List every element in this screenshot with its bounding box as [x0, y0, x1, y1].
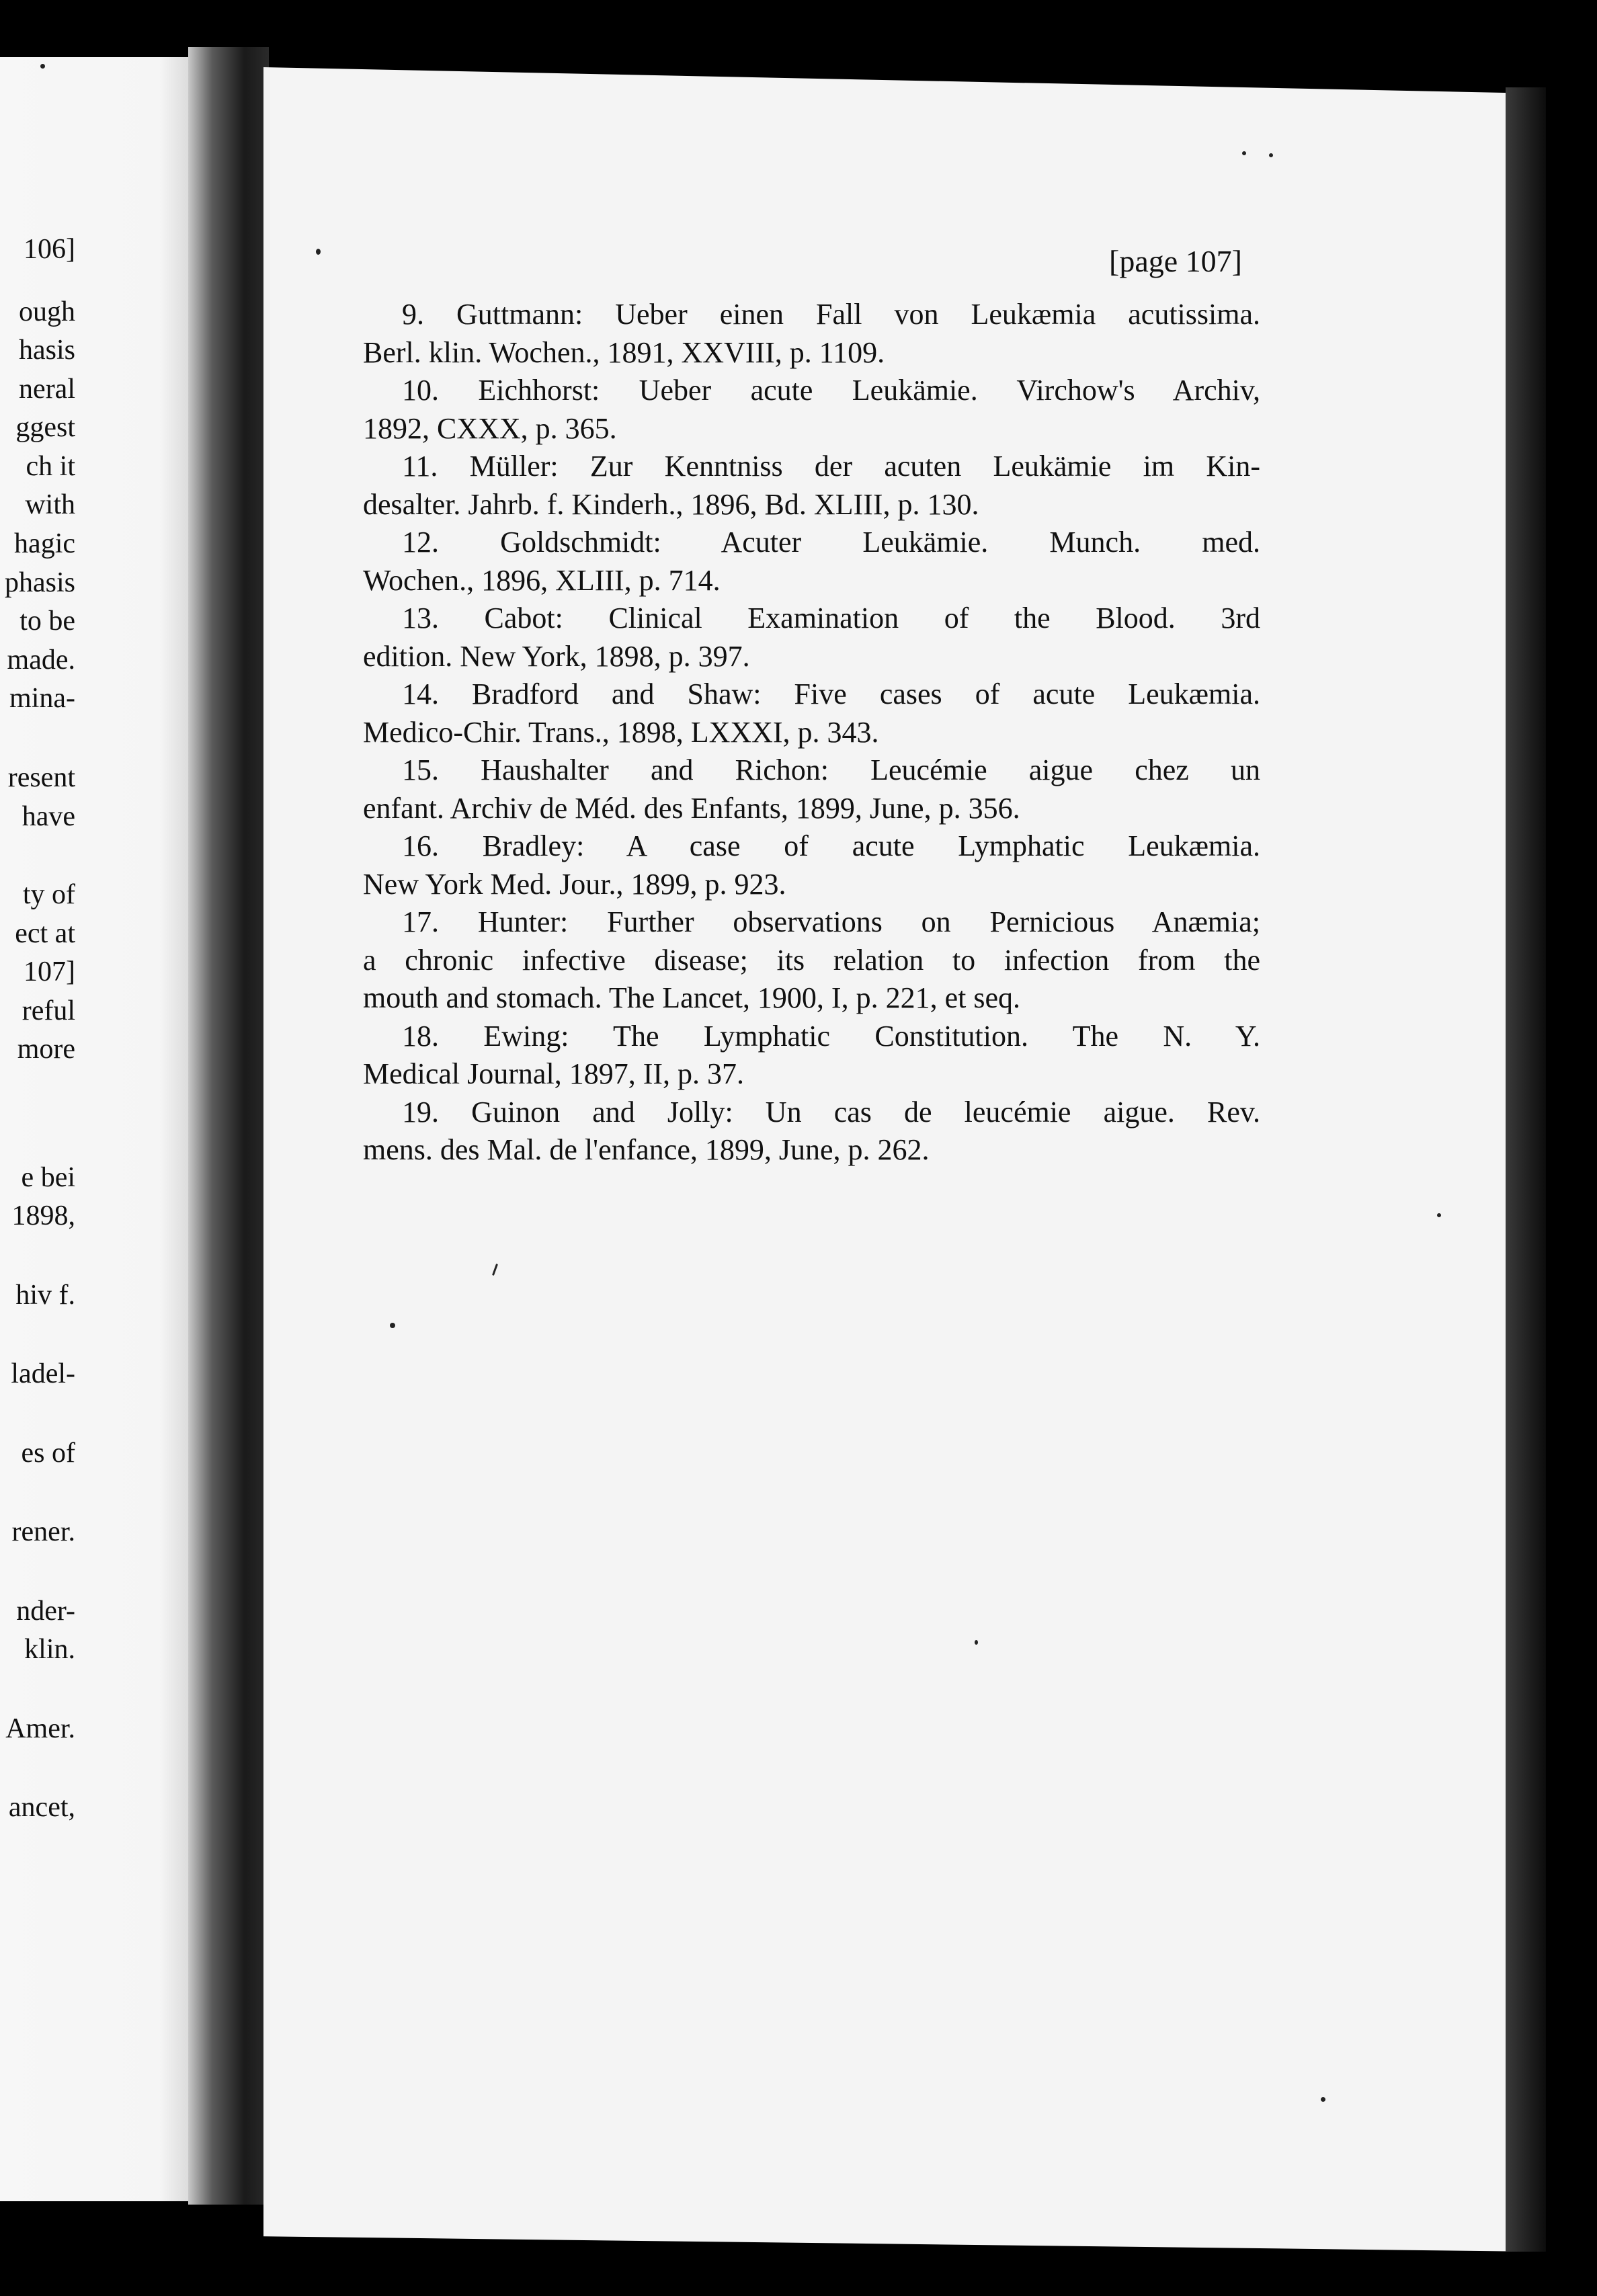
left-fragment: hagic	[14, 528, 75, 559]
left-fragment: mina-	[9, 683, 75, 714]
reference-line: 1892, CXXX, p. 365.	[363, 411, 617, 445]
book-gutter	[188, 47, 269, 2205]
left-fragment: ough	[19, 296, 75, 327]
reference-line: 14. Bradford and Shaw: Five cases of acute Leukæmia.	[402, 678, 1260, 710]
scan-speck	[316, 249, 321, 255]
scan-speck	[390, 1323, 395, 1328]
left-fragment: resent	[7, 762, 75, 793]
reference-line: a chronic infective disease; its relation to infection from the	[363, 943, 1260, 977]
left-fragment: hasis	[19, 335, 75, 366]
left-fragment: klin.	[24, 1634, 75, 1665]
reference-item	[363, 827, 1260, 903]
reference-line: mouth and stomach. The Lancet, 1900, I, p. 221, et seq.	[363, 981, 1020, 1014]
left-fragment: ggest	[15, 412, 75, 443]
reference-list	[363, 296, 1260, 1170]
left-fragment: hiv f.	[15, 1280, 75, 1311]
reference-line: edition. New York, 1898, p. 397.	[363, 639, 750, 673]
reference-line: 15. Haushalter and Richon: Leucémie aigue chez un	[402, 753, 1260, 786]
reference-line: Berl. klin. Wochen., 1891, XXVIII, p. 1109.	[363, 335, 885, 369]
left-fragment: ch it	[26, 451, 75, 482]
reference-line: desalter. Jahrb. f. Kinderh., 1896, Bd. XLIII, p. 130.	[363, 487, 979, 521]
left-fragment: more	[17, 1034, 75, 1065]
reference-line: 11. Müller: Zur Kenntniss der acuten Leukämie im Kin-	[402, 450, 1260, 483]
reference-item	[363, 751, 1260, 827]
left-fragment: ancet,	[8, 1792, 75, 1823]
scan-speck	[1242, 151, 1246, 155]
left-fragment: phasis	[5, 567, 75, 598]
reference-line: New York Med. Jour., 1899, p. 923.	[363, 867, 786, 901]
left-fragment: reful	[22, 995, 75, 1026]
left-fragment: ladel-	[11, 1358, 75, 1389]
left-page-number: 106]	[24, 234, 75, 265]
scan-speck	[1437, 1213, 1441, 1217]
left-facing-page	[0, 57, 188, 2201]
reference-line: 12. Goldschmidt: Acuter Leukämie. Munch. med.	[402, 526, 1260, 559]
left-fragment: have	[22, 801, 75, 832]
reference-line: mens. des Mal. de l'enfance, 1899, June, p. 262.	[363, 1133, 930, 1166]
left-fragment: neral	[19, 374, 75, 405]
reference-line: 17. Hunter: Further observations on Pernicious Anæmia;	[402, 905, 1260, 938]
reference-line: 13. Cabot: Clinical Examination of the Blood. 3rd	[402, 602, 1260, 634]
left-fragment: es of	[21, 1438, 75, 1469]
left-fragment: with	[25, 489, 75, 520]
reference-item	[363, 372, 1260, 448]
reference-line: 18. Ewing: The Lymphatic Constitution. The N. Y.	[402, 1019, 1260, 1053]
reference-line: 9. Guttmann: Ueber einen Fall von Leukæmia acutissima.	[402, 298, 1260, 331]
page-number-header: [page 107]	[1109, 244, 1242, 278]
reference-item	[363, 903, 1260, 1018]
reference-line: 16. Bradley: A case of acute Lymphatic Leukæmia.	[402, 829, 1260, 862]
left-fragment: Amer.	[5, 1713, 75, 1744]
left-fragment: made.	[7, 645, 75, 675]
reference-item	[363, 600, 1260, 675]
left-fragment: ty of	[22, 879, 75, 910]
left-fragment: 107]	[24, 956, 75, 987]
reference-item	[363, 296, 1260, 372]
scan-speck	[40, 64, 45, 69]
reference-item	[363, 1094, 1260, 1170]
left-fragment: to be	[19, 606, 75, 637]
reference-line: Wochen., 1896, XLIII, p. 714.	[363, 563, 721, 597]
scan-speck	[975, 1640, 978, 1645]
reference-item	[363, 524, 1260, 600]
left-fragment: rener.	[11, 1516, 75, 1547]
reference-line: enfant. Archiv de Méd. des Enfants, 1899, June, p. 356.	[363, 791, 1020, 825]
left-fragment: 1898,	[11, 1200, 75, 1231]
reference-line: 10. Eichhorst: Ueber acute Leukämie. Virchow's Archiv,	[402, 374, 1260, 407]
page-edge	[1506, 87, 1546, 2252]
reference-item	[363, 1018, 1260, 1094]
left-fragment: e bei	[21, 1162, 75, 1193]
left-fragment: nder-	[16, 1596, 75, 1627]
reference-line: Medical Journal, 1897, II, p. 37.	[363, 1057, 744, 1090]
scan-speck	[1269, 153, 1273, 157]
reference-line: 19. Guinon and Jolly: Un cas de leucémie aigue. Rev.	[402, 1095, 1260, 1129]
reference-item	[363, 448, 1260, 524]
scan-speck	[1321, 2097, 1325, 2102]
reference-line: Medico-Chir. Trans., 1898, LXXXI, p. 343.	[363, 715, 879, 749]
left-fragment: ect at	[15, 918, 75, 949]
reference-item	[363, 675, 1260, 751]
